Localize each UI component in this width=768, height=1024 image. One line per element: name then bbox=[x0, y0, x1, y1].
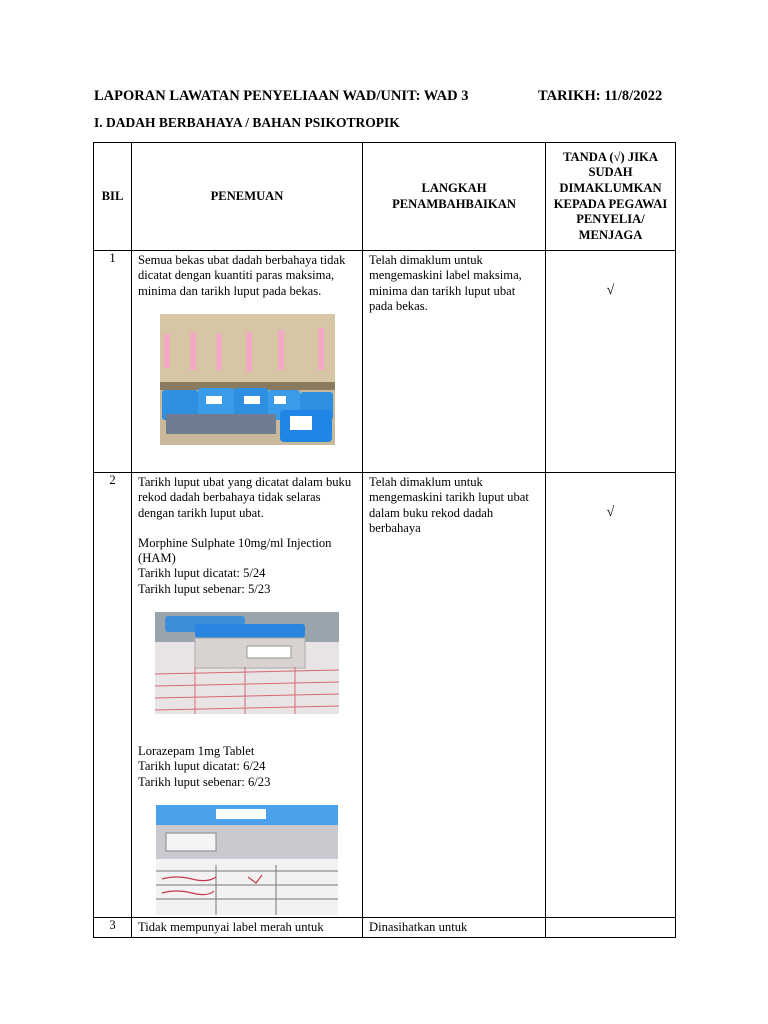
header-bil: BIL bbox=[94, 143, 132, 251]
findings-table bbox=[93, 142, 676, 938]
check-mark: √ bbox=[606, 283, 615, 298]
table-row bbox=[94, 917, 676, 937]
finding-text: Semua bekas ubat dadah berbahaya tidak dicatat dengan kuantiti paras maksima, minima dan tarikh luput pada bekas. bbox=[138, 253, 346, 298]
drug-shelf-photo bbox=[160, 314, 335, 445]
check-mark: √ bbox=[606, 505, 615, 520]
morphine-photo bbox=[155, 612, 339, 714]
drug-name: Lorazepam 1mg Tablet bbox=[138, 744, 255, 759]
header-penemuan: PENEMUAN bbox=[132, 143, 363, 251]
actual-expiry: Tarikh luput sebenar: 6/23 bbox=[138, 774, 271, 789]
recorded-expiry: Tarikh luput dicatat: 6/24 bbox=[138, 759, 266, 774]
table-header-row bbox=[94, 143, 676, 251]
report-date: TARIKH: 11/8/2022 bbox=[538, 88, 663, 104]
row-number: 3 bbox=[94, 917, 132, 937]
finding-cell bbox=[132, 473, 363, 918]
finding-cell bbox=[132, 251, 363, 473]
finding-text: Tarikh luput ubat yang dicatat dalam buku rekod dadah berbahaya tidak selaras dengan tarikh luput ubat. bbox=[138, 475, 352, 520]
action-cell: Telah dimaklum untuk mengemaskini label maksima, minima dan tarikh luput ubat pada bekas. bbox=[363, 251, 546, 473]
section-title: I. DADAH BERBAHAYA / BAHAN PSIKOTROPIK bbox=[94, 115, 400, 130]
notified-cell bbox=[546, 917, 676, 937]
header-langkah: LANGKAH PENAMBAHBAIKAN bbox=[363, 143, 546, 251]
lorazepam-photo bbox=[156, 805, 338, 915]
action-cell: Telah dimaklum untuk mengemaskini tarikh luput ubat dalam buku rekod dadah berbahaya bbox=[363, 473, 546, 918]
actual-expiry: Tarikh luput sebenar: 5/23 bbox=[138, 581, 271, 596]
drug-name: Morphine Sulphate 10mg/ml Injection (HAM) bbox=[138, 535, 332, 566]
notified-cell bbox=[546, 473, 676, 918]
row-number: 1 bbox=[94, 251, 132, 473]
finding-cell: Tidak mempunyai label merah untuk bbox=[132, 917, 363, 937]
notified-cell bbox=[546, 251, 676, 473]
action-cell: Dinasihatkan untuk bbox=[363, 917, 546, 937]
table-row bbox=[94, 473, 676, 918]
header-tanda: TANDA (√) JIKA SUDAH DIMAKLUMKAN KEPADA PEGAWAI PENYELIA/ MENJAGA bbox=[546, 143, 676, 251]
row-number: 2 bbox=[94, 473, 132, 918]
report-title: LAPORAN LAWATAN PENYELIAAN WAD/UNIT: WAD 3 bbox=[94, 88, 469, 104]
table-row bbox=[94, 251, 676, 473]
recorded-expiry: Tarikh luput dicatat: 5/24 bbox=[138, 566, 266, 581]
